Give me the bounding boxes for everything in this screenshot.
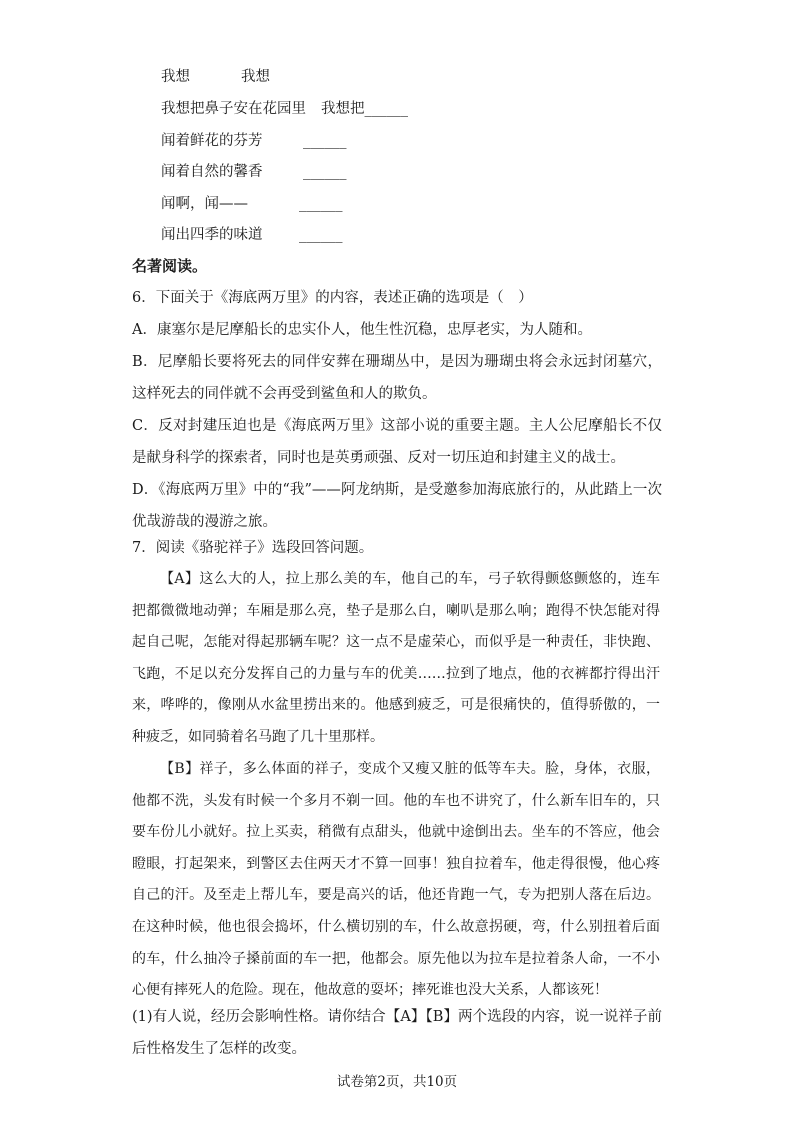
q6-option-d: D．《海底两万里》中的“我”——阿龙纳斯，是受邀参加海底旅行的，从此踏上一次优哉游哉的漫游之旅。 <box>132 482 662 530</box>
q6-option-c: C．反对封建压迫也是《海底两万里》这部小说的重要主题。主人公尼摩船长不仅是献身科学的探索者，同时也是英勇顽强、反对一切压迫和封建主义的战士。 <box>132 418 662 466</box>
poem-line-6: 闻出四季的味道 <box>161 227 263 243</box>
poem-line-5: 闻啊，闻—— <box>161 196 248 212</box>
poem-line-3: 闻着鲜花的芬芳 <box>161 133 263 149</box>
poem-blank-5: ______ <box>299 196 343 212</box>
q6-option-a: A．康塞尔是尼摩船长的忠实仆人，他生性沉稳，忠厚老实，为人随和。 <box>132 322 592 338</box>
q6-option-b: B．尼摩船长要将死去的同伴安葬在珊瑚丛中，是因为珊瑚虫将会永远封闭墓穴，这样死去的同伴就不会再受到鲨鱼和人的欺负。 <box>132 354 662 402</box>
passage-b: 【B】祥子，多么体面的祥子，变成个又瘦又脏的低等车夫。脸，身体，衣服，他都不洗，头发有时候一个多月不剃一回。他的车也不讲究了，什么新车旧车的，只要车份儿小就好。拉上买卖，稍微有点甜头，他就中途倒出去。坐车的不答应，他会瞪眼，打起架来，到警区去住两天才不算一回事！独自拉着车，他走得很慢，他心疼自己的汗。及至走上帮儿车，要是高兴的话，他还肯跑一气，专为把别人落在后边。在这种时候，他也很会捣坏，什么横切别的车，什么故意拐硬，弯，什么别扭着后面的车，什么抽冷子搡前面的车一把，他都会。原先他以为拉车是拉着条人命，一不小心便有摔死人的危险。现在，他故意的耍坏；摔死谁也没大关系，人都该死！ <box>132 761 660 999</box>
q7-subquestion-1: (1)有人说，经历会影响性格。请你结合【A】【B】两个选段的内容，说一说祥子前后性格发生了怎样的改变。 <box>132 1009 662 1057</box>
poem-blank-3: ______ <box>303 133 347 149</box>
q6-stem: 6．下面关于《海底两万里》的内容，表述正确的选项是（ ） <box>132 290 533 306</box>
poem-line-1a: 我想 <box>161 69 190 85</box>
q7-stem: 7．阅读《骆驼祥子》选段回答问题。 <box>132 540 374 556</box>
poem-line-2b: 我想把______ <box>321 101 408 117</box>
passage-a: 【A】这么大的人，拉上那么美的车，他自己的车，弓子软得颤悠颤悠的，连车把都微微地动弹；车厢是那么亮，垫子是那么白，喇叭是那么响；跑得不快怎能对得起自己呢，怎能对得起那辆车呢？这一点不是虚荣心，而似乎是一种责任，非快跑、飞跑，不足以充分发挥自己的力量与车的优美……拉到了地点，他的衣裤都拧得出汗来，哗哗的，像刚从水盆里捞出来的。他感到疲乏，可是很痛快的，值得骄傲的，一种疲乏，如同骑着名马跑了几十里那样。 <box>132 571 660 745</box>
poem-line-4: 闻着自然的馨香 <box>161 164 263 180</box>
section-heading: 名著阅读。 <box>132 257 208 275</box>
poem-line-1b: 我想 <box>241 69 270 85</box>
poem-line-2a: 我想把鼻子安在花园里 <box>161 101 306 117</box>
poem-blank-4: ______ <box>303 164 347 180</box>
page-footer: 试卷第2页，共10页 <box>336 1074 458 1090</box>
poem-blank-6: ______ <box>299 227 343 243</box>
